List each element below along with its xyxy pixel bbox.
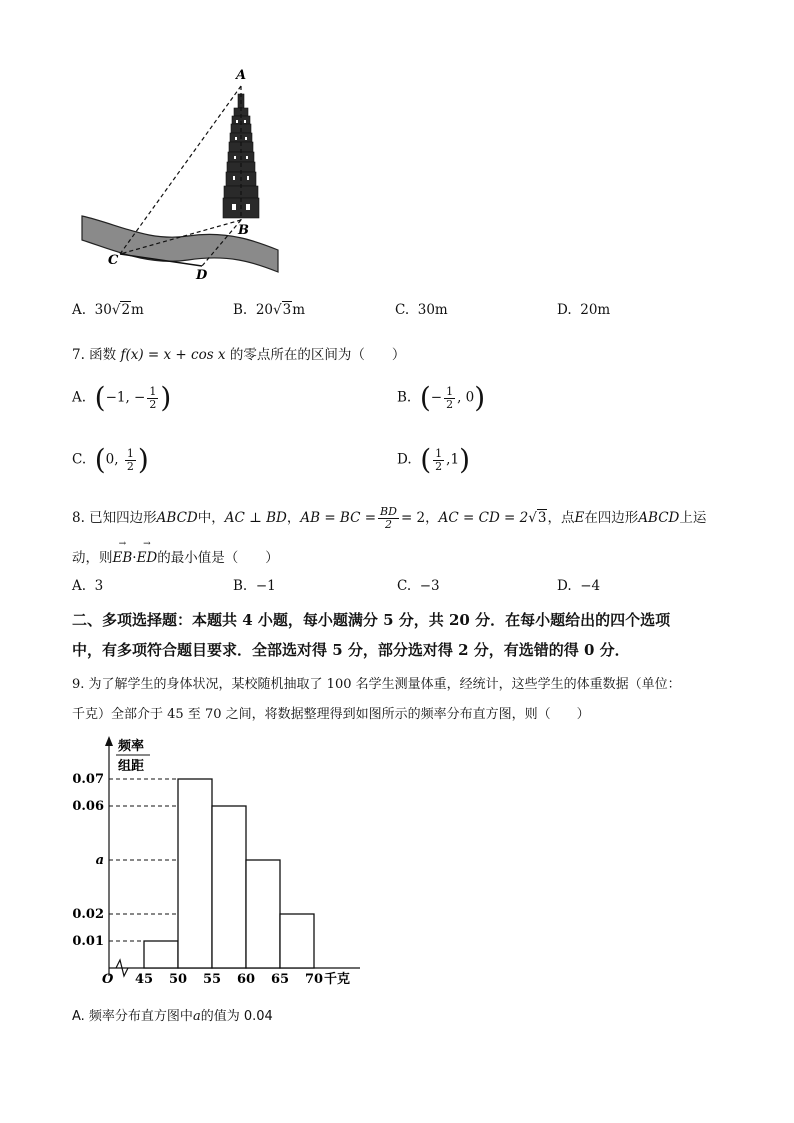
point-label-c: C [108,253,119,268]
histogram-bar [246,860,280,968]
q6-option-b[interactable]: B. 20√3m [233,302,306,318]
point-label-a: A [236,68,247,83]
y-label-bottom: 组距 [118,759,145,774]
q8-option-b[interactable]: B. −1 [233,578,276,594]
q7-option-d[interactable]: D. ( $\frac{1}{2}$ ,1) [397,443,470,476]
x-tick-label: 70 [304,972,324,987]
q6-option-a[interactable]: A. 30√2m [72,302,144,318]
histogram-bar [178,779,212,968]
q6-option-d[interactable]: D. 20m [557,302,611,318]
y-tick-label: 0.02 [72,907,104,922]
q8-stem-line2: 动，则→ EB·→ ED的最小值是（ ） [72,546,279,566]
q9-stem-line2: 千克）全部介于 45 至 70 之间，将数据整理得到如图所示的频率分布直方图，则（ ） [72,707,590,722]
frequency-histogram [70,732,370,990]
q8-stem-line1: 8. 已知四边形ABCD中，AC ⊥ BD，AB = BC = $\frac{BD}{2}$ = 2，AC = CD = 2√3，点E在四边形ABCD上运 [72,505,707,531]
y-axis-arrow [105,736,113,746]
y-tick-label: 0.01 [72,934,104,949]
histogram-bar [212,806,246,968]
q6-option-c[interactable]: C. 30m [395,302,448,318]
x-tick-label: 55 [202,972,222,987]
q8-option-d[interactable]: D. −4 [557,578,601,594]
y-tick-label: 0.06 [72,799,104,814]
y-tick-label: a [95,853,104,868]
x-unit-label: 千克 [324,972,351,987]
q7-option-b[interactable]: B. (− $\frac{1}{2}$ , 0) [397,381,486,414]
x-tick-label: 65 [270,972,290,987]
q9-option-a[interactable]: A. 频率分布直方图中a的值为 0.04 [72,1009,273,1024]
q7-option-c[interactable]: C. (0, $\frac{1}{2}$ ) [72,443,149,476]
y-label-top: 频率 [118,739,145,754]
point-label-b: B [238,223,249,238]
q7-function: f(x) = x + cos x [120,347,226,363]
q7-stem: 7. 函数 f(x) = x + cos x 的零点所在的区间为（ ） [72,347,406,363]
x-tick-label: 45 [134,972,154,987]
q9-stem-line1: 9. 为了解学生的身体状况，某校随机抽取了 100 名学生测量体重，经统计，这些学生的体重数据（单位： [72,677,681,692]
q7-option-a[interactable]: A. (−1, − $\frac{1}{2}$ ) [72,381,172,414]
q8-option-c[interactable]: C. −3 [397,578,440,594]
section2-heading-line2: 中，有多项符合题目要求．全部选对得 5 分，部分选对得 2 分，有选错的得 0 分． [72,641,630,659]
x-tick-label: 50 [168,972,188,987]
tower-figure [78,64,288,284]
point-label-d: D [196,268,208,283]
y-tick-label: 0.07 [72,772,104,787]
x-tick-label: 60 [236,972,256,987]
origin-label: O [102,972,114,987]
section2-heading-line1: 二、多项选择题：本题共 4 小题，每小题满分 5 分，共 20 分．在每小题给出的四个选项 [72,611,671,629]
histogram-bar [144,941,178,968]
q8-option-a[interactable]: A. 3 [72,578,104,594]
histogram-bar [280,914,314,968]
